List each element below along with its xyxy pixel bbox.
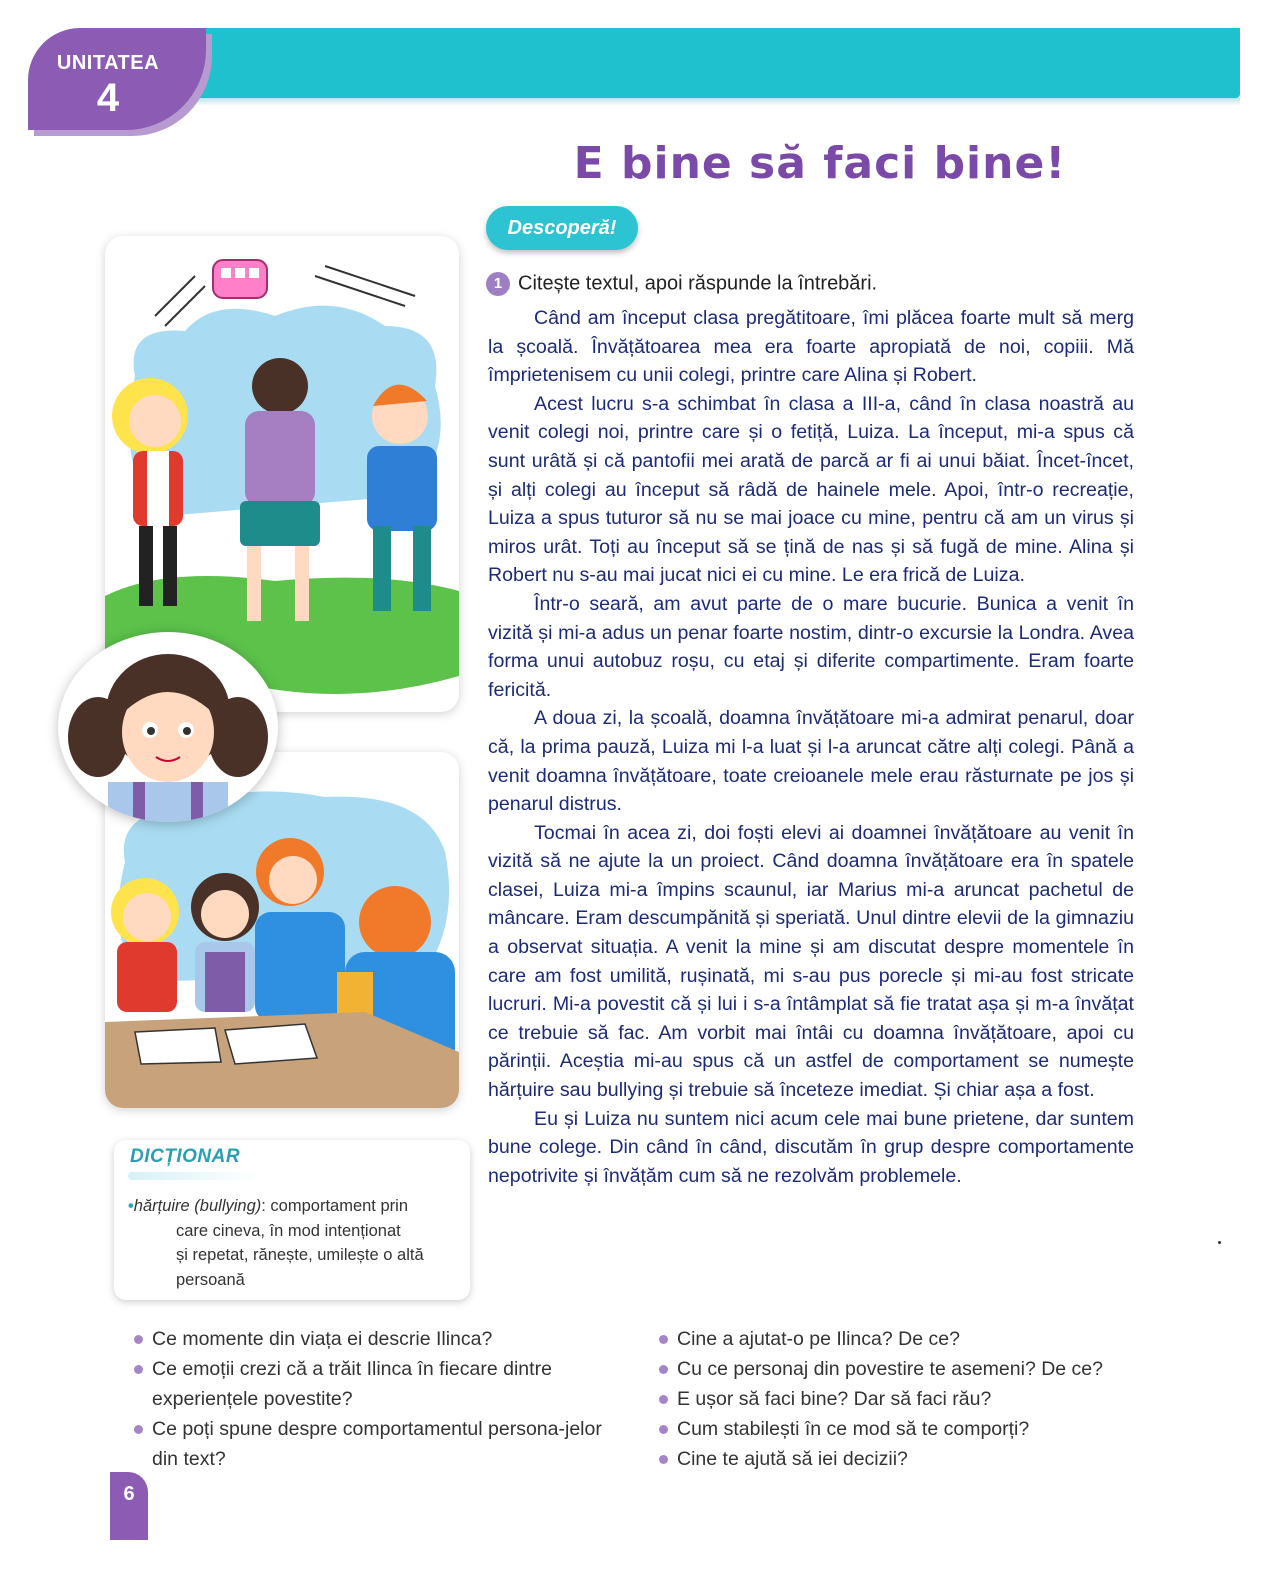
page-number: 6 [110,1472,148,1540]
dictionary-title: DICȚIONAR [130,1146,241,1167]
story-paragraph: A doua zi, la școală, doamna învățătoare mi-a admirat penarul, doar că, la prima pauză, Luiza mi l-a luat și l-a aruncat către alți colegi. Până a venit doamna învățătoare, toate creioanele mele erau răsturnate pe jos și penarul distrus. [488,707,1134,816]
questions-right [655,1324,1215,1474]
page-title: E bine să faci bine! [573,138,1067,189]
unit-number: 4 [96,76,120,120]
dictionary-box [114,1140,470,1300]
portrait-drawing [58,632,278,822]
task-number-badge: 1 [486,272,510,296]
story-paragraph: Într-o seară, am avut parte de o mare bucurie. Bunica a venit în vizită și mi-a adus un penar foarte nostim, dintr-o excursie la Londra. Avea forma unui autobuz roșu, cu etaj și diferite compartimente. Eram foarte fericită. [488,592,1134,701]
dictionary-bullet-icon: • [128,1197,134,1215]
question-item: Ce momente din viața ei descrie Ilinca? [130,1324,630,1354]
dictionary-entry [128,1194,458,1292]
unit-label: UNITATEA [56,52,160,74]
dictionary-definition-line3: și repetat, rănește, umilește o altă [176,1246,424,1264]
question-item: E ușor să faci bine? Dar să faci rău? [655,1384,1215,1414]
header-band [140,28,1240,98]
question-item: Cu ce personaj din povestire te asemeni? De ce? [655,1354,1215,1384]
question-item: Cum stabilești în ce mod să te comporți? [655,1414,1215,1444]
story-paragraph: Tocmai în acea zi, doi foști elevi ai doamnei învățătoare au venit în vizită să ne ajute la un proiect. Când doamna învățătoare era în spatele clasei, Luiza mi-a împins scaunul, iar Marius mi-a aruncat pachetul de mâncare. Eram descumpănită și speriată. Unul dintre elevii de la gimnaziu a observat situația. A venit la mine și am discutat despre momentele în care am fost umilită, rușinată, mi s-au pus porecle și mi-au fost stricate lucruri. Mi-a povestit că și lui i s-a întâmplat să fie tratat așa și m-a învățat ce trebuie să fac. Am vorbit mai întâi cu doamna învățătoare, apoi cu părinții. Aceștia mi-au spus că un astfel de comportament se numește hărțuire sau bullying și trebuie să înceteze imediat. Și chiar așa a fost. [488,821,1134,1102]
story-paragraph: Acest lucru s-a schimbat în clasa a III-a, când în clasa noastră au venit colegi noi, printre care și o fetiță, Luiza. La început, mi-a spus că sunt urâtă și că pantofii mei arată de parcă ar fi ai unui băiat. Încet-încet, și alți colegi au început să râdă de hainele mele. Apoi, într-o recreație, Luiza a spus tuturor să nu se mai joace cu mine, pentru că am un virus și miros urât. Toți au început să se țină de nas și să fugă de mine. Alina și Robert nu s-au mai jucat nici ei cu mine. Le era frică de Luiza. [488,392,1134,587]
section-tag: Descoperă! [486,206,638,250]
story-paragraph: Când am început clasa pregătitoare, îmi plăcea foarte mult să merg la școală. Învățătoarea mea era foarte apropiată de noi, copiii. Mă împrietenisem cu unii colegi, printre care Alina și Robert. [488,307,1134,387]
header-band-shadow [140,98,1240,106]
task-text: Citește textul, apoi răspunde la întrebări. [518,272,878,295]
dictionary-definition-line2: care cineva, în mod intenționat [176,1221,401,1240]
questions-left [130,1324,630,1474]
story-paragraph: Eu și Luiza nu suntem nici acum cele mai bune prietene, dar suntem bune colege. Din când în când, discutăm în grup despre comportamente nepotrivite și învățăm cum să ne rezolvăm problemele. [488,1107,1134,1187]
question-item: Cine a ajutat-o pe Ilinca? De ce? [655,1324,1215,1354]
story-text [488,304,1134,1190]
stray-dot [1218,1241,1221,1244]
dictionary-term: hărțuire (bullying) [133,1197,262,1215]
dictionary-definition-line1: : comportament prin [261,1197,408,1215]
task-instruction [486,272,877,296]
unit-badge [28,28,206,130]
question-item: Ce poți spune despre comportamentul persona-jelor din text? [130,1414,630,1474]
question-item: Cine te ajută să iei decizii? [655,1444,1215,1474]
question-item: Ce emoții crezi că a trăit Ilinca în fiecare dintre experiențele povestite? [130,1354,630,1414]
dictionary-definition-line4: persoană [176,1270,245,1289]
dictionary-title-underline [128,1172,258,1180]
portrait-ilinca [58,632,278,822]
